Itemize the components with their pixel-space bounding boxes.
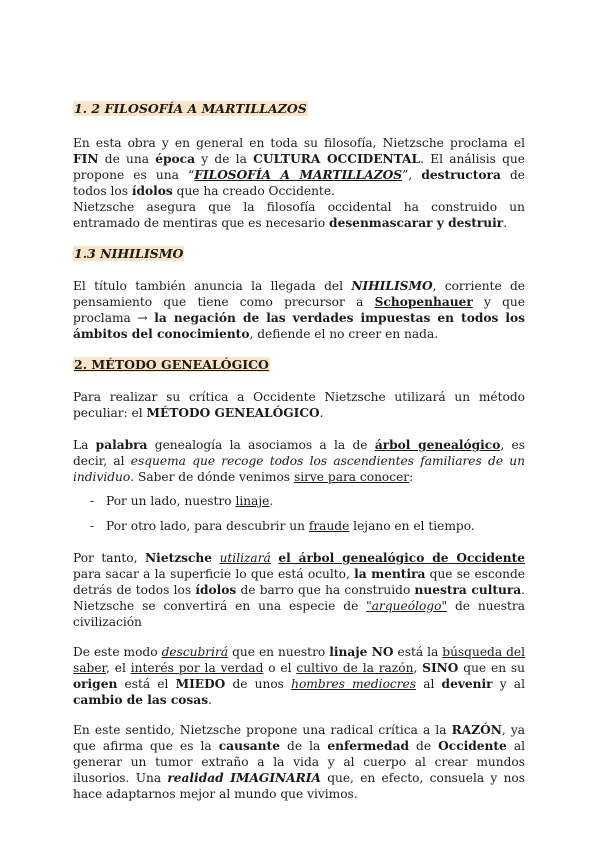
paragraph-genealogia: La palabra genealogía la asociamos a la de árbol genealógico, es decir, al esquema que recoge todos los ascendientes familiares de un individuo. Saber de dónde venimos sirve para conocer: [73,438,525,484]
paragraph-filosofia-1: En esta obra y en general en toda su filosofía, Nietzsche proclama el FIN de una época y de la CULTURA OCCIDENTAL. El análisis que propone es una “FILOSOFÍA A MARTILLAZOS”, destructora de todos los ídolos que ha creado Occidente. [73,136,526,198]
section-heading-filosofia: 1. 2 FILOSOFÍA A MARTILLAZOS [74,101,307,116]
paragraph-linaje: De este modo descubrirá que en nuestro linaje NO está la búsqueda del saber, el interés por la verdad o el cultivo de la razón, SINO que en su origen está el MIEDO de unos hombres mediocres al devenir y al cambio de las cosas. [73,645,526,707]
paragraph-razon: En este sentido, Nietzsche propone una radical crítica a la RAZÓN, ya que afirma que es la causante de la enfermedad de Occidente al generar un tumor extraño a la vida y al cuerpo al crear mundos ilusorios. Una realidad IMAGINARIA que, en efecto, consuela y nos hace adaptarnos mejor al mundo que vivimos. [73,723,526,801]
paragraph-filosofia-2: Nietzsche asegura que la filosofía occidental ha construido un entramado de mentiras que es necesario desenmascarar y destruir. [73,200,525,230]
document-body [73,100,525,802]
paragraph-arbol-occidente: Por tanto, Nietzsche utilizará el árbol genealógico de Occidente para sacar a la superficie lo que está oculto, la mentira que se esconde detrás de todos los ídolos de barro que ha construido nuestra cultura. Nietzsche se convertirá en una especie de "arqueólogo" de nuestra civilización [73,551,526,629]
list-item: - Por otro lado, para descubrir un fraude lejano en el tiempo. [73,518,525,534]
list-item: - Por un lado, nuestro linaje. [73,493,525,509]
purpose-list [73,493,525,534]
paragraph-nihilismo: El título también anuncia la llegada del NIHILISMO, corriente de pensamiento que tiene como precursor a Schopenhauer y que proclama → la negación de las verdades impuestas en todos los ámbitos del conocimiento, defiende el no creer en nada. [73,279,525,341]
section-heading-metodo: 2. MÉTODO GENEALÓGICO [74,357,269,372]
section-heading-nihilismo: 1.3 NIHILISMO [74,246,184,261]
paragraph-metodo-intro: Para realizar su crítica a Occidente Nietzsche utilizará un método peculiar: el MÉTODO GENEALÓGICO. [73,390,525,420]
